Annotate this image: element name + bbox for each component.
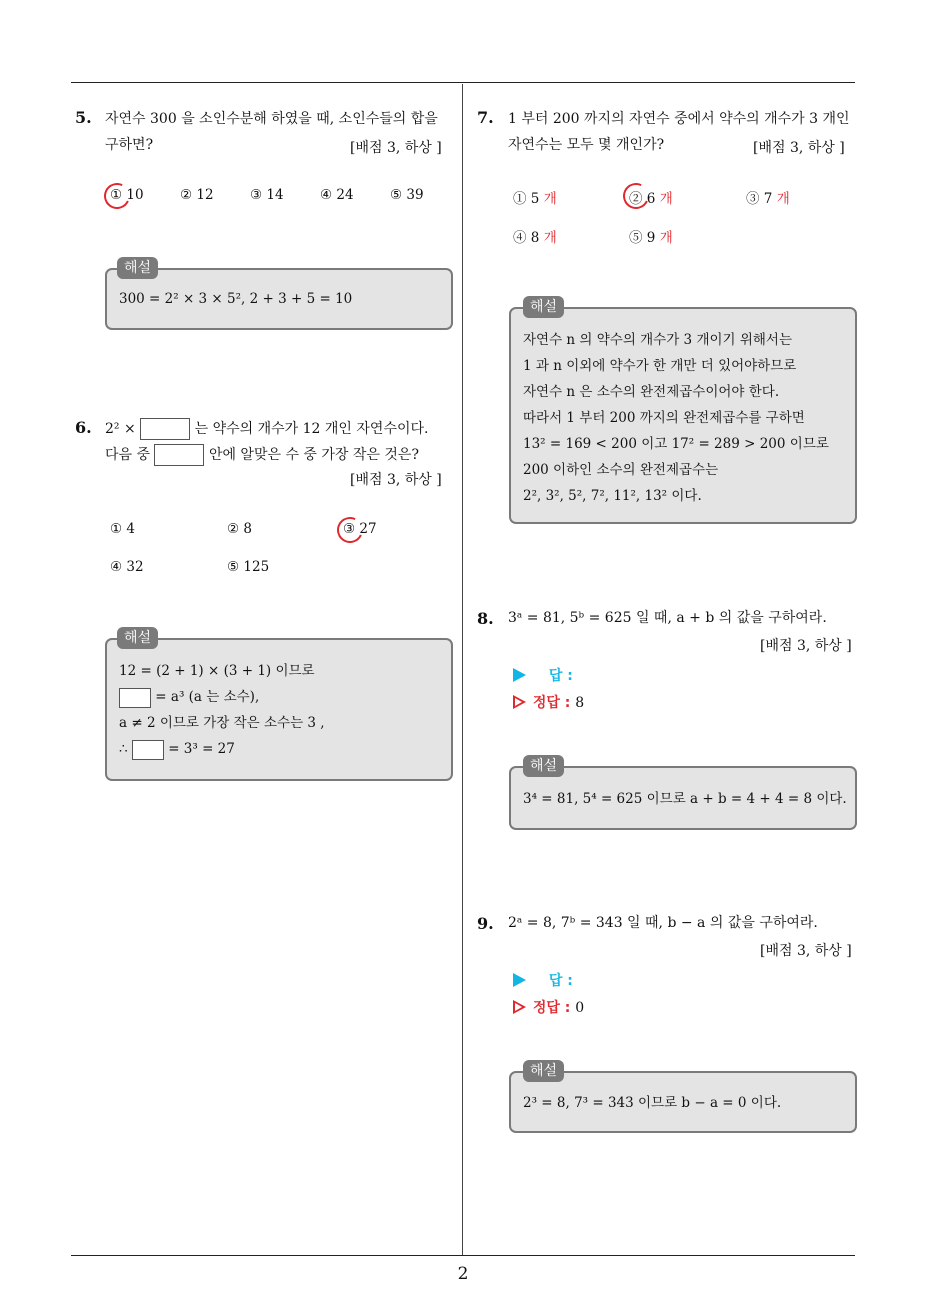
- choice-text: ⑤ 9: [629, 230, 656, 246]
- score-label: [배점 3, 하상 ]: [753, 140, 845, 156]
- correct-value: 0: [575, 1000, 585, 1016]
- score-label: [배점 3, 하상 ]: [350, 140, 442, 156]
- solution-tag: 해설: [117, 627, 158, 649]
- choice-unit: 개: [543, 230, 557, 246]
- solution-line: 3⁴ = 81, 5⁴ = 625 이므로 a + b = 4 + 4 = 8 이다.: [523, 791, 847, 807]
- solution-line: 1 과 n 이외에 약수가 한 개만 더 있어야하므로: [523, 358, 797, 374]
- blank-box: [119, 688, 151, 708]
- choice-text: ② 6: [629, 191, 656, 207]
- solution-line: 자연수 n 의 약수의 개수가 3 개이기 위해서는: [523, 332, 793, 348]
- choice-2[interactable]: ② 12: [180, 187, 214, 203]
- question-text: 안에 알맞은 수 중 가장 작은 것은?: [208, 447, 419, 463]
- choice-3[interactable]: [746, 187, 790, 207]
- choice-1[interactable]: ① 4: [110, 521, 135, 537]
- choice-5[interactable]: ⑤ 125: [227, 559, 270, 575]
- answer-label: 답 :: [548, 668, 573, 684]
- solution-line: 200 이하인 소수의 완전제곱수는: [523, 462, 719, 478]
- solution-line-with-blank: [119, 736, 235, 762]
- choice-4[interactable]: [513, 226, 557, 246]
- top-rule: [71, 82, 855, 83]
- blank-box: [140, 418, 190, 440]
- choice-4[interactable]: ④ 32: [110, 559, 144, 575]
- choice-text: ③ 7: [746, 191, 773, 207]
- question-text: 3ᵃ = 81, 5ᵇ = 625 일 때, a + b 의 값을 구하여라.: [508, 610, 827, 626]
- question-text: 1 부터 200 까지의 자연수 중에서 약수의 개수가 3 개인: [508, 111, 850, 127]
- solution-line: 따라서 1 부터 200 까지의 완전제곱수를 구하면: [523, 410, 805, 426]
- solution-box: [105, 638, 453, 781]
- solution-box: [105, 268, 453, 330]
- solution-text: = 3³ = 27: [168, 741, 235, 757]
- question-text: 다음 중: [105, 447, 151, 463]
- question-number: 8.: [477, 609, 494, 628]
- score-label: [배점 3, 하상 ]: [350, 472, 442, 488]
- question-number: 6.: [75, 418, 92, 437]
- question-text: 자연수 300 을 소인수분해 하였을 때, 소인수들의 합을: [105, 111, 438, 127]
- choice-unit: 개: [776, 191, 790, 207]
- selected-answer-marker: [619, 179, 652, 212]
- choice-unit: 개: [543, 191, 557, 207]
- solution-line: 300 = 2² × 3 × 5², 2 + 3 + 5 = 10: [119, 291, 353, 307]
- column-divider: [462, 84, 463, 1256]
- correct-answer-row: [513, 997, 584, 1017]
- solution-text: = a³ (a 는 소수),: [155, 689, 260, 705]
- question-line: [105, 442, 419, 468]
- solution-line: 2³ = 8, 7³ = 343 이므로 b − a = 0 이다.: [523, 1095, 782, 1111]
- choice-5[interactable]: ⑤ 39: [390, 187, 424, 203]
- solution-line: a ≠ 2 이므로 가장 작은 소수는 3 ,: [119, 715, 325, 731]
- score-label: [배점 3, 하상 ]: [760, 638, 852, 654]
- choice-unit: 개: [659, 230, 673, 246]
- choice-2[interactable]: ② 8: [227, 521, 252, 537]
- choice-5[interactable]: [629, 226, 673, 246]
- solution-tag: 해설: [523, 1060, 564, 1082]
- blank-box: [154, 444, 204, 466]
- question-number: 9.: [477, 914, 494, 933]
- solution-line: 12 = (2 + 1) × (3 + 1) 이므로: [119, 663, 315, 679]
- bottom-rule: [71, 1255, 855, 1256]
- question-number: 5.: [75, 108, 92, 127]
- solution-line: 13² = 169 < 200 이고 17² = 289 > 200 이므로: [523, 436, 829, 452]
- score-label: [배점 3, 하상 ]: [760, 943, 852, 959]
- solution-tag: 해설: [523, 296, 564, 318]
- question-text: 자연수는 모두 몇 개인가?: [508, 137, 665, 153]
- solution-line: 자연수 n 은 소수의 완전제곱수이어야 한다.: [523, 384, 780, 400]
- solution-tag: 해설: [523, 755, 564, 777]
- question-text: 는 약수의 개수가 12 개인 자연수이다.: [194, 421, 429, 437]
- solution-line-with-blank: [119, 684, 259, 710]
- correct-label: 정답 :: [532, 695, 571, 711]
- solution-tag: 해설: [117, 257, 158, 279]
- choice-text: ④ 8: [513, 230, 540, 246]
- answer-row: [513, 665, 573, 685]
- selected-answer-marker: [333, 513, 366, 546]
- question-text: 구하면?: [105, 137, 154, 153]
- correct-value: 8: [575, 695, 585, 711]
- choice-1[interactable]: [513, 187, 557, 207]
- question-line: [105, 416, 428, 442]
- filled-triangle-icon: [513, 668, 526, 682]
- correct-label: 정답 :: [532, 1000, 571, 1016]
- question-text: 2ᵃ = 8, 7ᵇ = 343 일 때, b − a 의 값을 구하여라.: [508, 915, 818, 931]
- answer-row: [513, 970, 573, 990]
- solution-box: [509, 307, 857, 524]
- correct-answer-row: [513, 692, 584, 712]
- therefore-symbol: ∴: [119, 741, 128, 757]
- blank-box: [132, 740, 164, 760]
- outline-triangle-icon: [513, 1000, 526, 1014]
- answer-label: 답 :: [548, 973, 573, 989]
- question-text: 2² ×: [105, 421, 136, 437]
- solution-line: 2², 3², 5², 7², 11², 13² 이다.: [523, 488, 702, 504]
- outline-triangle-icon: [513, 695, 526, 709]
- choice-3[interactable]: ③ 14: [250, 187, 284, 203]
- choice-unit: 개: [659, 191, 673, 207]
- selected-answer-marker: [100, 179, 133, 212]
- choice-text: ① 5: [513, 191, 540, 207]
- question-number: 7.: [477, 108, 494, 127]
- filled-triangle-icon: [513, 973, 526, 987]
- choice-3[interactable]: ③ 27: [343, 521, 377, 537]
- page-number: 2: [457, 1264, 469, 1284]
- choice-1[interactable]: ① 10: [110, 187, 144, 203]
- choice-4[interactable]: ④ 24: [320, 187, 354, 203]
